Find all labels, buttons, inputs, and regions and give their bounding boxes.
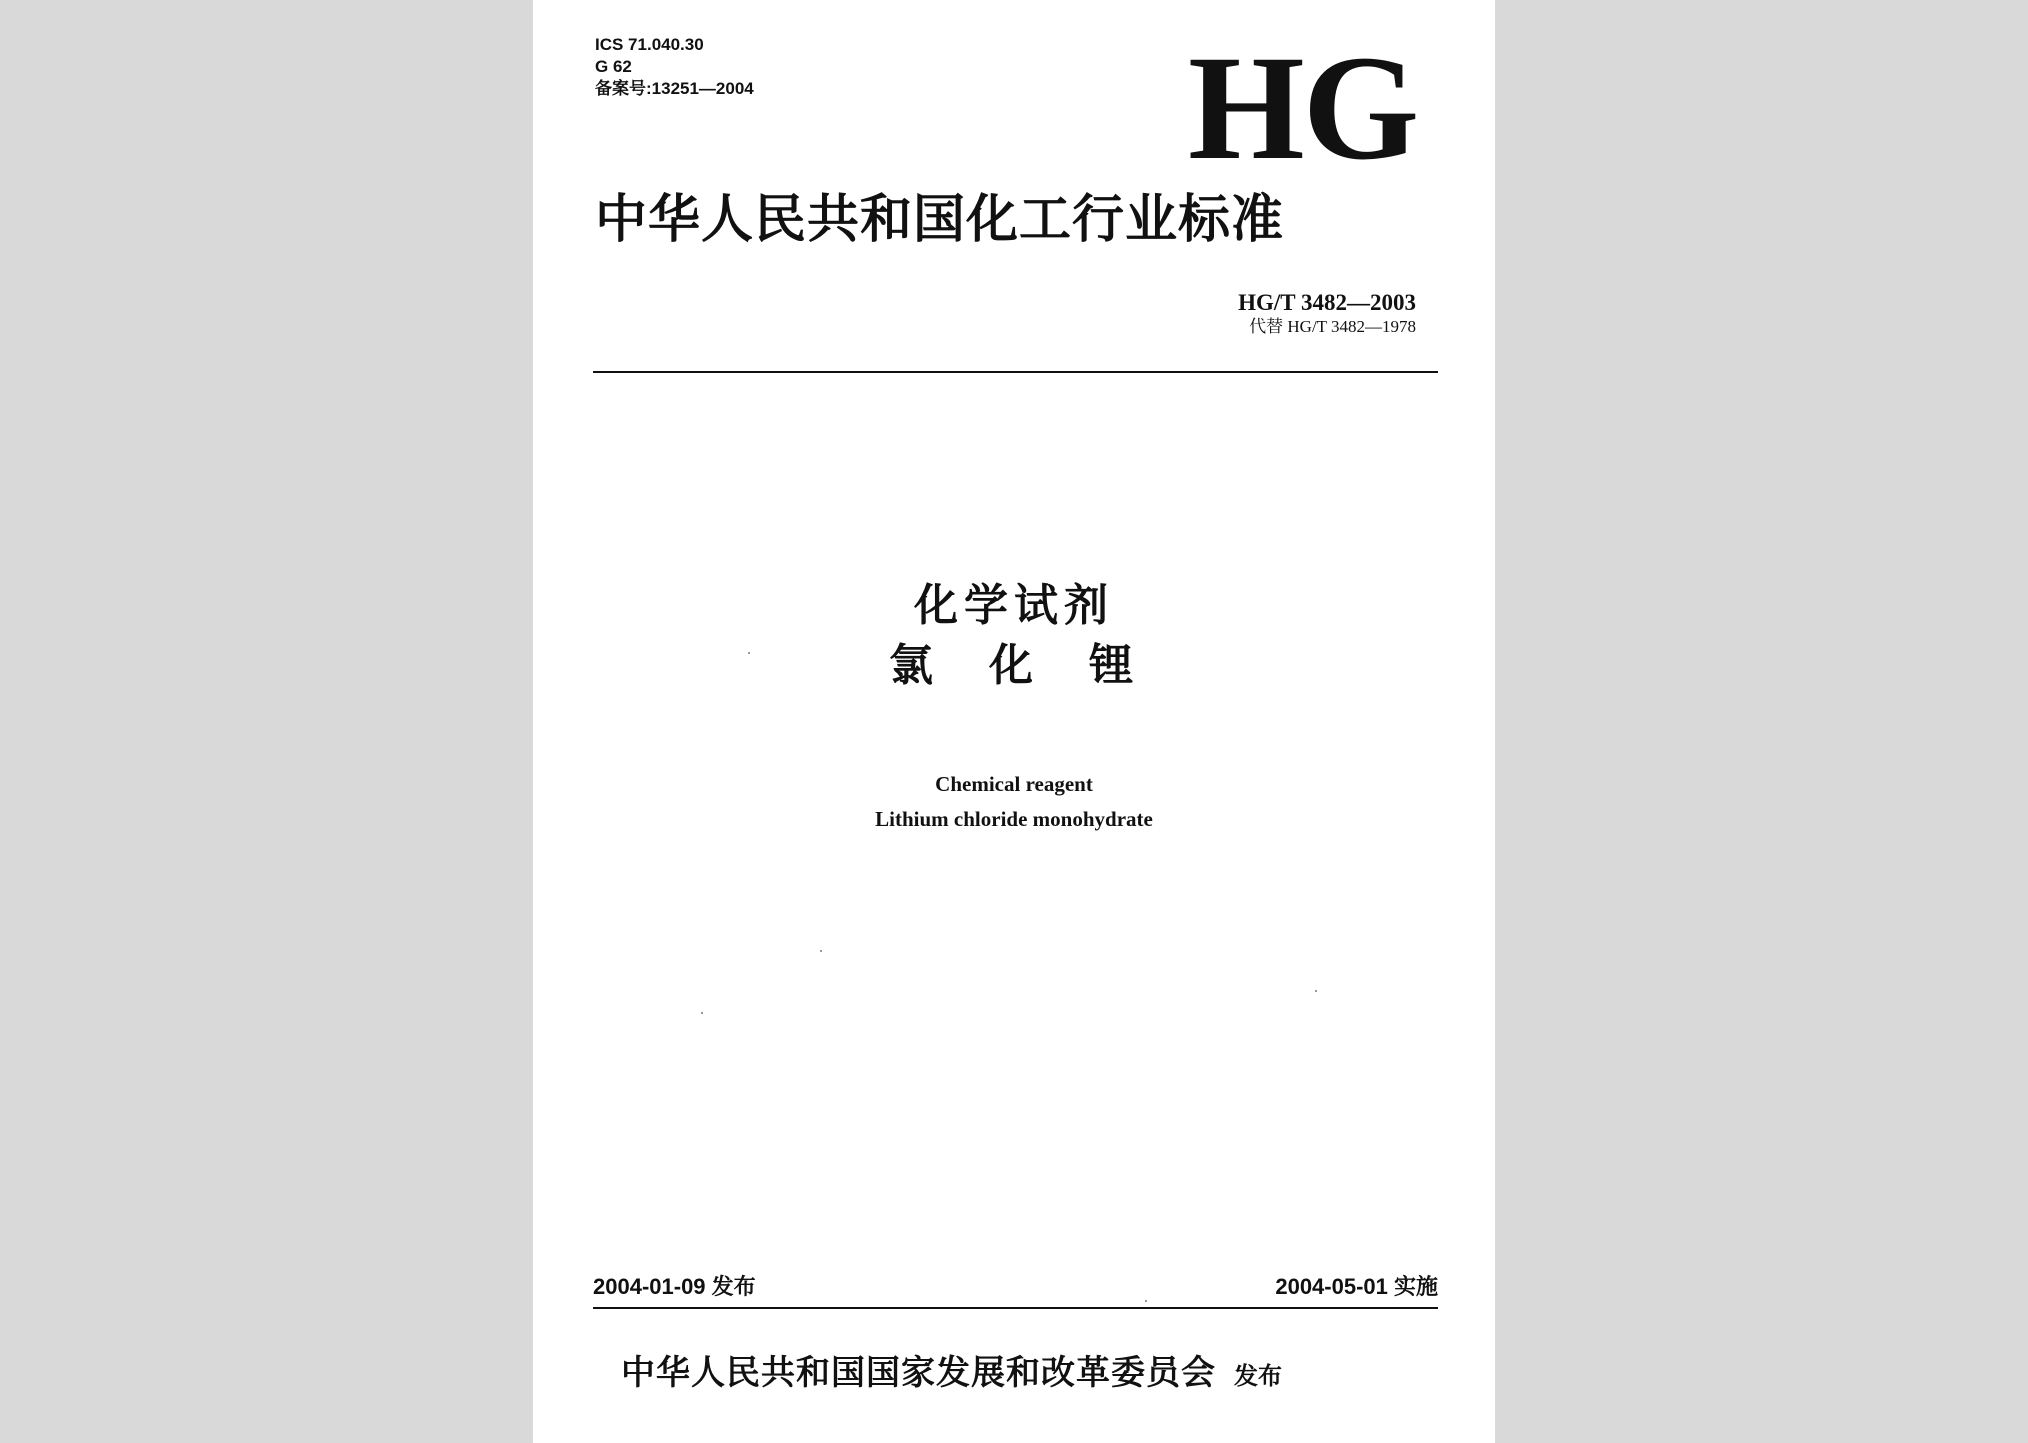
category-code: G 62 (595, 57, 632, 76)
scan-speck (820, 950, 822, 952)
standard-code: HG/T 3482—2003 (1238, 290, 1416, 315)
chinese-title-line-1: 化学试剂 (914, 580, 1114, 631)
ics-code: ICS 71.040.30 (595, 35, 704, 54)
classification-block (595, 34, 754, 100)
replaces-standard: 代替 HG/T 3482—1978 (1249, 317, 1416, 336)
record-number: 备案号:13251—2004 (595, 79, 754, 98)
standard-number-block (1238, 289, 1416, 337)
chinese-title-line-2: 氯 化 锂 (889, 640, 1139, 691)
effective-date: 2004-05-01 实施 (1275, 1274, 1438, 1299)
bottom-divider (593, 1307, 1438, 1309)
scan-speck (701, 1012, 703, 1014)
publisher-suffix: 发布 (1234, 1362, 1282, 1390)
org-title: 中华人民共和国化工行业标准 (595, 190, 1285, 250)
top-divider (593, 371, 1438, 373)
hg-logo: HG (1188, 25, 1418, 191)
english-title-line-2: Lithium chloride monohydrate (875, 807, 1153, 831)
publisher (621, 1351, 1282, 1398)
english-title-line-1: Chemical reagent (935, 772, 1093, 796)
scan-speck (1315, 990, 1317, 992)
scan-speck (1145, 1300, 1147, 1302)
publisher-name: 中华人民共和国国家发展和改革委员会 (621, 1353, 1216, 1393)
scan-speck (748, 652, 750, 654)
issue-date: 2004-01-09 发布 (593, 1274, 756, 1299)
document-page (533, 0, 1495, 1443)
